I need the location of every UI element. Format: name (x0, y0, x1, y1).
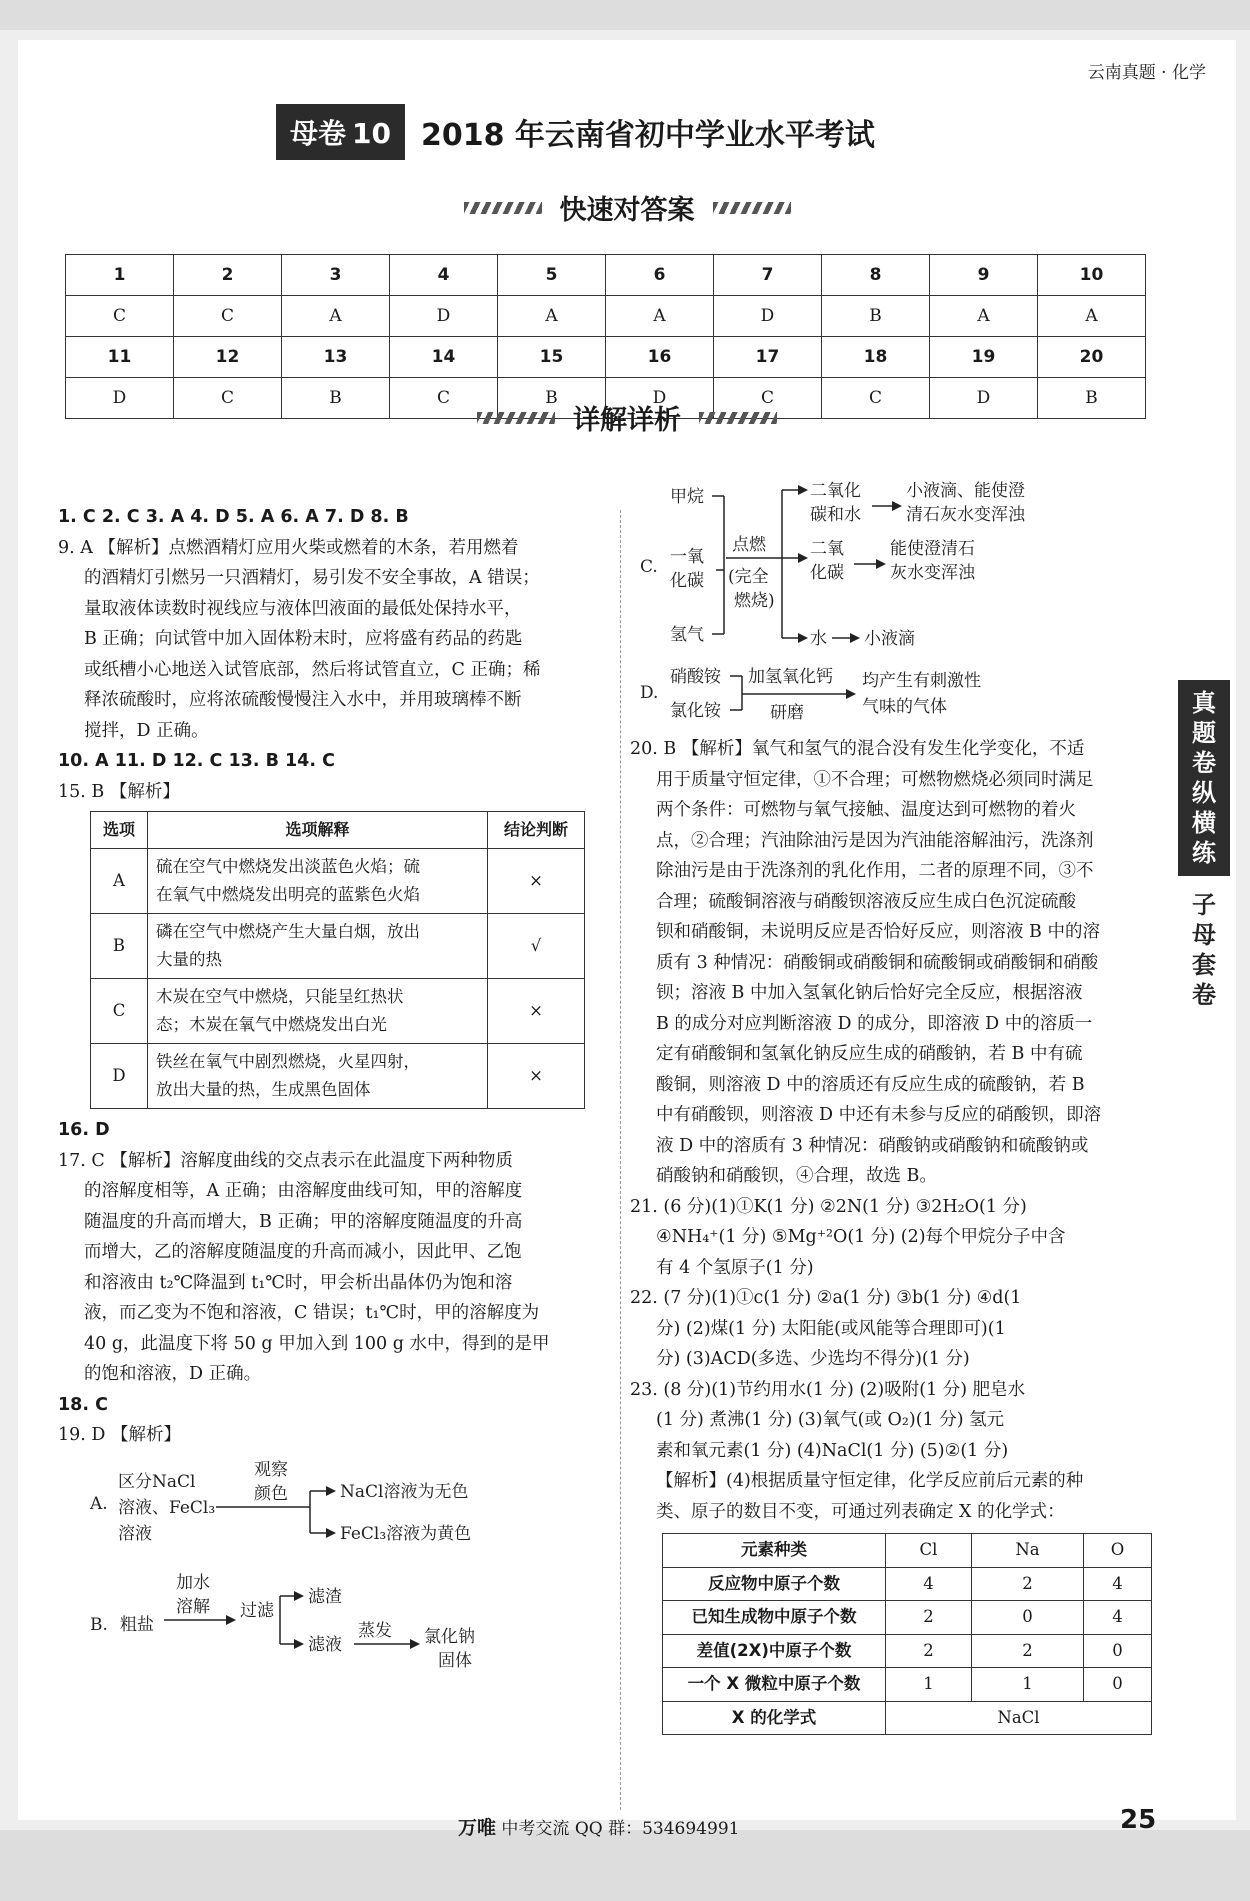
question-number: 13 (282, 337, 390, 378)
svg-text:二氧: 二氧 (810, 539, 844, 559)
element-count-table (662, 1533, 1152, 1735)
stripe-decor (477, 412, 555, 424)
question-number: 3 (282, 255, 390, 296)
x-formula-row: X 的化学式 NaCl (663, 1701, 1152, 1735)
svg-text:固体: 固体 (438, 1650, 472, 1671)
detail-heading: 详解详析 (18, 398, 1236, 437)
side-tab-char: 练 (1192, 839, 1216, 867)
svg-text:氢气: 氢气 (670, 625, 704, 645)
footer-text: 万唯 中考交流 QQ 群：534694991 (458, 1817, 740, 1839)
svg-text:氯化钠: 氯化钠 (424, 1626, 475, 1647)
top-margin (0, 0, 1250, 30)
svg-text:一氧: 一氧 (670, 547, 704, 567)
arrow-head (892, 501, 902, 511)
svg-text:(完全: (完全 (728, 567, 769, 587)
arrow-head (798, 553, 808, 563)
diagram-d (630, 658, 1185, 728)
answer-cell: C (174, 296, 282, 337)
page (18, 40, 1236, 1839)
question-number: 9 (930, 255, 1038, 296)
side-tab-char: 横 (1192, 809, 1216, 837)
question-number: 20 (1038, 337, 1146, 378)
answer-cell: D (606, 378, 714, 419)
question-number: 19 (930, 337, 1038, 378)
header-tag: 云南真题 · 化学 (1087, 63, 1206, 83)
svg-text:点燃: 点燃 (732, 535, 766, 555)
arrow-head (410, 1639, 420, 1649)
svg-text:小液滴、能使澄: 小液滴、能使澄 (906, 481, 1025, 501)
side-tab-char: 真 (1192, 689, 1216, 717)
side-tab-char: 卷 (1192, 981, 1216, 1009)
side-tab-practice (1178, 680, 1230, 876)
diagram-a (58, 1451, 598, 1566)
question-number: 18 (822, 337, 930, 378)
svg-text:过滤: 过滤 (240, 1600, 274, 1621)
side-tab-char: 套 (1192, 951, 1216, 979)
question-number: 1 (66, 255, 174, 296)
svg-text:化碳: 化碳 (670, 571, 704, 591)
quick-answer-heading: 快速对答案 (18, 188, 1236, 227)
answer-cell: C (174, 378, 282, 419)
svg-text:燃烧): 燃烧) (734, 591, 775, 611)
x-row: 一个 X 微粒中原子个数 1 1 0 (663, 1668, 1152, 1702)
answer-cell: A (606, 296, 714, 337)
option-header-row: 选项 选项解释 结论判断 (91, 812, 585, 849)
diagram-label: D. (640, 683, 659, 703)
svg-text:氯化铵: 氯化铵 (670, 701, 721, 721)
svg-text:FeCl₃溶液为黄色: FeCl₃溶液为黄色 (340, 1523, 472, 1544)
q16-answer: 16. D (58, 1120, 110, 1140)
question-number: 10 (1038, 255, 1146, 296)
answer-cell: C (66, 296, 174, 337)
q17-explanation: 17. C 【解析】溶解度曲线的交点表示在此温度下两种物质 的溶解度相等，A 正确；由溶解度曲线可知，甲的溶解度 随温度的升高而增大，B 正确；甲的溶解度随温度的升高 而增大，乙的溶解度随温度的升高而减小，因此甲、乙饱 和溶液由 t₂℃降温到 t₁℃时，甲会析出晶体仍为饱和溶 液，而乙变为不饱和溶液，C 错误；t₁℃时，甲的溶解度为 40 g，此温度下将 50 g 甲加入到 100 g 水中，得到的是甲 的饱和溶液，D 正确。 (58, 1150, 550, 1384)
svg-text:NaCl溶液为无色: NaCl溶液为无色 (340, 1481, 469, 1502)
column-divider (620, 510, 621, 1810)
svg-text:溶液、FeCl₃: 溶液、FeCl₃ (118, 1497, 216, 1518)
arrow-head (294, 1639, 304, 1649)
q9-explanation: 9. A 【解析】点燃酒精灯应用火柴或燃着的木条，若用燃着 的酒精灯引燃另一只酒精灯，易引发不安全事故，A 错误； 量取液体读数时视线应与液体凹液面的最低处保持水平， B 正确；向试管中加入固体粉末时，应将盛有药品的药匙 或纸槽小心地送入试管底部，然后将试管直立，C 正确；稀 释浓硫酸时，应将浓硫酸慢慢注入水中，并用玻璃棒不断 搅拌，D 正确。 (58, 537, 541, 741)
arrow-head (798, 485, 808, 495)
answer-cell: A (1038, 296, 1146, 337)
svg-text:滤液: 滤液 (308, 1634, 342, 1655)
svg-text:气味的气体: 气味的气体 (862, 697, 947, 717)
svg-text:蒸发: 蒸发 (358, 1620, 392, 1641)
answer-cell: A (498, 296, 606, 337)
diagram-b (58, 1566, 598, 1676)
answer-cell: B (282, 378, 390, 419)
diagram-label: B. (90, 1614, 108, 1635)
svg-text:粗盐: 粗盐 (120, 1614, 154, 1635)
answer-cell: C (822, 378, 930, 419)
x-row: 已知生成物中原子个数 2 0 4 (663, 1601, 1152, 1635)
answer-cell: D (390, 296, 498, 337)
side-tab-char: 纵 (1192, 779, 1216, 807)
side-tab-char: 母 (1192, 921, 1216, 949)
svg-text:均产生有刺激性: 均产生有刺激性 (862, 671, 981, 691)
answer-num-row (66, 255, 1146, 296)
arrow-head (876, 559, 886, 569)
svg-text:颜色: 颜色 (254, 1483, 288, 1504)
q15-label: 15. B 【解析】 (58, 781, 180, 802)
svg-text:硝酸铵: 硝酸铵 (670, 667, 721, 687)
svg-text:清石灰水变浑浊: 清石灰水变浑浊 (906, 505, 1025, 525)
question-number: 17 (714, 337, 822, 378)
question-number: 14 (390, 337, 498, 378)
question-number: 4 (390, 255, 498, 296)
q22-answer: 22. (7 分)(1)①c(1 分) ②a(1 分) ③b(1 分) ④d(1 分) (2)煤(1 分) 太阳能(或风能等合理即可)(1 分) (3)ACD(多选、少选均不得分)(1 分) (630, 1288, 1022, 1369)
answer-cell: B (822, 296, 930, 337)
answer-cell: C (390, 378, 498, 419)
svg-text:加水: 加水 (176, 1572, 210, 1593)
svg-text:甲烷: 甲烷 (670, 487, 704, 507)
answer-cell: A (930, 296, 1038, 337)
diagram-c (630, 480, 1185, 650)
answer-cell: C (714, 378, 822, 419)
question-number: 11 (66, 337, 174, 378)
question-number: 7 (714, 255, 822, 296)
option-row: D 铁丝在氧气中剧烈燃烧，火星四射， 放出大量的热，生成黑色固体 × (91, 1044, 585, 1109)
x-row: 反应物中原子个数 4 2 4 (663, 1567, 1152, 1601)
stripe-decor (699, 412, 777, 424)
q15-option-table (90, 811, 585, 1109)
stripe-decor (464, 202, 542, 214)
arrow-head (326, 1486, 336, 1496)
x-header-row: 元素种类 Cl Na O (663, 1534, 1152, 1568)
option-row: B 磷在空气中燃烧产生大量白烟，放出 大量的热 √ (91, 914, 585, 979)
arrow-head (294, 1591, 304, 1601)
brand-logo: 万唯 (458, 1817, 497, 1839)
svg-text:溶解: 溶解 (176, 1596, 210, 1617)
svg-text:化碳: 化碳 (810, 563, 844, 583)
right-column (630, 480, 1185, 1735)
option-row: A 硫在空气中燃烧发出淡蓝色火焰；硫 在氧气中燃烧发出明亮的蓝紫色火焰 × (91, 849, 585, 914)
question-number: 5 (498, 255, 606, 296)
arrow-head (850, 633, 860, 643)
side-tab-set (1178, 890, 1230, 1010)
question-number: 2 (174, 255, 282, 296)
x-row: 差值(2X)中原子个数 2 2 0 (663, 1634, 1152, 1668)
question-number: 12 (174, 337, 282, 378)
answers-10-14: 10. A 11. D 12. C 13. B 14. C (58, 751, 335, 771)
answer-cell: A (282, 296, 390, 337)
q18-answer: 18. C (58, 1394, 108, 1415)
svg-text:加氢氧化钙: 加氢氧化钙 (748, 667, 833, 687)
svg-text:灰水变浑浊: 灰水变浑浊 (890, 563, 975, 583)
svg-text:水: 水 (810, 629, 827, 649)
left-column (58, 502, 613, 1676)
svg-text:小液滴: 小液滴 (864, 629, 915, 649)
question-number: 15 (498, 337, 606, 378)
arrow-head (226, 1615, 236, 1625)
svg-text:能使澄清石: 能使澄清石 (890, 539, 975, 559)
answer-cell: B (1038, 378, 1146, 419)
question-number: 6 (606, 255, 714, 296)
svg-text:观察: 观察 (254, 1459, 288, 1480)
stripe-decor (713, 202, 791, 214)
answers-1-8: 1. C 2. C 3. A 4. D 5. A 6. A 7. D 8. B (58, 507, 409, 527)
side-tab-char: 子 (1192, 891, 1216, 919)
side-tab-char: 卷 (1192, 749, 1216, 777)
q21-answer: 21. (6 分)(1)①K(1 分) ②2N(1 分) ③2H₂O(1 分) ④NH₄⁺(1 分) ⑤Mg⁺²O(1 分) (2)每个甲烷分子中含 有 4 个氢原子(1 分) (630, 1196, 1066, 1278)
svg-text:碳和水: 碳和水 (810, 505, 861, 525)
page-title: 2018 年云南省初中学业水平考试 (420, 118, 875, 153)
question-number: 8 (822, 255, 930, 296)
answer-cell: B (498, 378, 606, 419)
q20-explanation: 20. B 【解析】氧气和氢气的混合没有发生化学变化，不适 用于质量守恒定律，①不合理；可燃物燃烧必须同时满足 两个条件：可燃物与氧气接触、温度达到可燃物的着火 点，②合理；汽油除油污是因为汽油能溶解油污，洗涤剂 除油污是由于洗涤剂的乳化作用，二者的原理不同，③不 合理；硫酸铜溶液与硝酸钡溶液反应生成白色沉淀硫酸 钡和硝酸铜，未说明反应是否恰好反应，则溶液 B 中的溶 质有 3 种情况：硝酸铜或硝酸铜和硫酸铜或硝酸铜和硝酸 钡；溶液 B 中加入氢氧化钠后恰好完全反应，根据溶液 B 的成分对应判断溶液 D 的成分，即溶液 D 中的溶质一 定有硝酸铜和氢氧化钠反应生成的硝酸钠，若 B 中有硫 酸铜，则溶液 D 中的溶质还有反应生成的硫酸钠，若 B 中有硝酸钡，则溶液 D 中还有未参与反应的硝酸钡，即溶 液 D 中的溶质有 3 种情况：硝酸钠或硝酸钠和硫酸钠或 硝酸钠和硝酸钡，④合理，故选 B。 (630, 739, 1102, 1186)
question-number: 16 (606, 337, 714, 378)
page-number: 25 (1120, 1805, 1157, 1835)
q19-label: 19. D 【解析】 (58, 1425, 181, 1445)
arrow-head (326, 1528, 336, 1538)
answer-table (65, 254, 1146, 419)
svg-text:滤渣: 滤渣 (308, 1586, 342, 1607)
diagram-label: C. (640, 557, 658, 577)
svg-text:溶液: 溶液 (118, 1523, 152, 1544)
svg-text:区分NaCl: 区分NaCl (118, 1471, 196, 1492)
bottom-margin (0, 1830, 1250, 1901)
svg-text:二氧化: 二氧化 (810, 481, 861, 501)
answer-cell: D (714, 296, 822, 337)
q23-answer: 23. (8 分)(1)节约用水(1 分) (2)吸附(1 分) 肥皂水 (1 分) 煮沸(1 分) (3)氧气(或 O₂)(1 分) 氢元 素和氧元素(1 分) (4)NaCl(1 分) (5)②(1 分) 【解析】(4)根据质量守恒定律，化学反应前后元素的种 类、原子的数目不变，可通过列表确定 X 的化学式： (630, 1379, 1084, 1522)
paper-badge: 母卷 10 (276, 104, 405, 160)
answer-cell: D (930, 378, 1038, 419)
option-row: C 木炭在空气中燃烧，只能呈红热状 态；木炭在氧气中燃烧发出白光 × (91, 979, 585, 1044)
answer-row (66, 296, 1146, 337)
svg-text:研磨: 研磨 (770, 703, 804, 723)
arrow-head (846, 689, 856, 699)
side-tab-char: 题 (1192, 719, 1216, 747)
arrow-head (798, 633, 808, 643)
answer-num-row (66, 337, 1146, 378)
title-bar (276, 108, 875, 156)
answer-cell: D (66, 378, 174, 419)
diagram-label: A. (90, 1493, 108, 1514)
